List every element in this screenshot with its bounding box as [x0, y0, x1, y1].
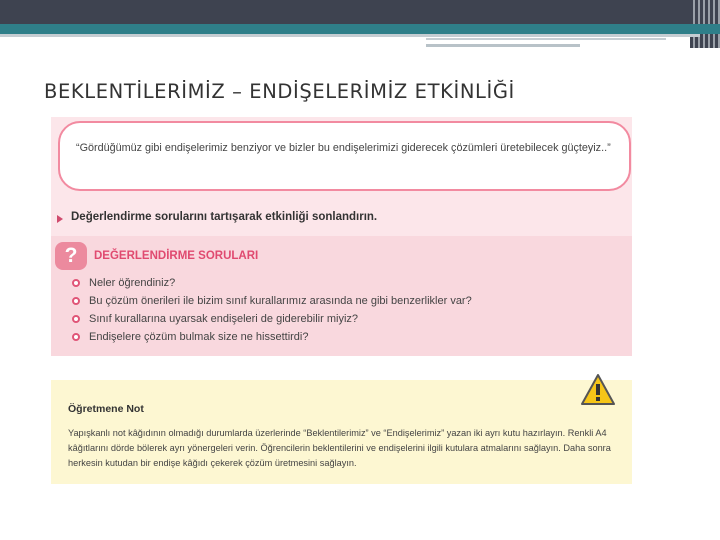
header-line-short [426, 38, 666, 40]
header-teal-bar [0, 24, 720, 34]
circle-bullet-icon [72, 297, 80, 305]
speech-bubble [58, 121, 631, 191]
speech-quote: “Gördüğümüz gibi endişelerimiz benziyor ve bizler bu endişelerimizi giderecek çözümleri üretebilecek güçteyiz..” [76, 142, 611, 154]
list-item [72, 292, 472, 310]
header-dark-bar [0, 0, 720, 24]
warning-icon [580, 373, 616, 407]
instruction-text: Değerlendirme sorularını tartışarak etkinliği sonlandırın. [71, 211, 378, 223]
note-title: Öğretmene Not [68, 403, 144, 415]
question-text: Endişelere çözüm bulmak size ne hissettirdi? [89, 331, 309, 343]
question-list [72, 274, 472, 346]
header-line-accent [426, 44, 580, 47]
evaluation-heading: DEĞERLENDİRME SORULARI [94, 250, 259, 262]
question-text: Bu çözüm önerileri ile bizim sınıf kurallarımız arasında ne gibi benzerlikler var? [89, 295, 472, 307]
header-line [0, 34, 700, 37]
list-item [72, 310, 472, 328]
slide-title: BEKLENTİLERİMİZ – ENDİŞELERİMİZ ETKİNLİĞİ [44, 80, 515, 103]
question-badge-icon: ? [55, 242, 87, 270]
question-text: Sınıf kurallarına uyarsak endişeleri de giderebilir miyiz? [89, 313, 359, 325]
circle-bullet-icon [72, 333, 80, 341]
list-item [72, 274, 472, 292]
list-item [72, 328, 472, 346]
circle-bullet-icon [72, 279, 80, 287]
question-text: Neler öğrendiniz? [89, 277, 176, 289]
book-page-image [51, 117, 632, 484]
section-divider [51, 356, 632, 380]
circle-bullet-icon [72, 315, 80, 323]
note-body: Yapışkanlı not kâğıdının olmadığı durumlarda üzerlerinde “Beklentilerimiz” ve “Endişelerimiz” yazan iki ayrı kutu hazırlayın. Renkli A4 kâğıtlarını dörde bölerek ayrı yönergeleri verin. Öğrencilerin beklentilerini ve endişelerini ilgili kutulara atmalarını sağlayın. Daha sonra herkesin kutudan bir endişe kâğıdı çekerek çözüm üretmesini sağlayın. [68, 428, 611, 468]
triangle-bullet-icon [57, 215, 63, 223]
